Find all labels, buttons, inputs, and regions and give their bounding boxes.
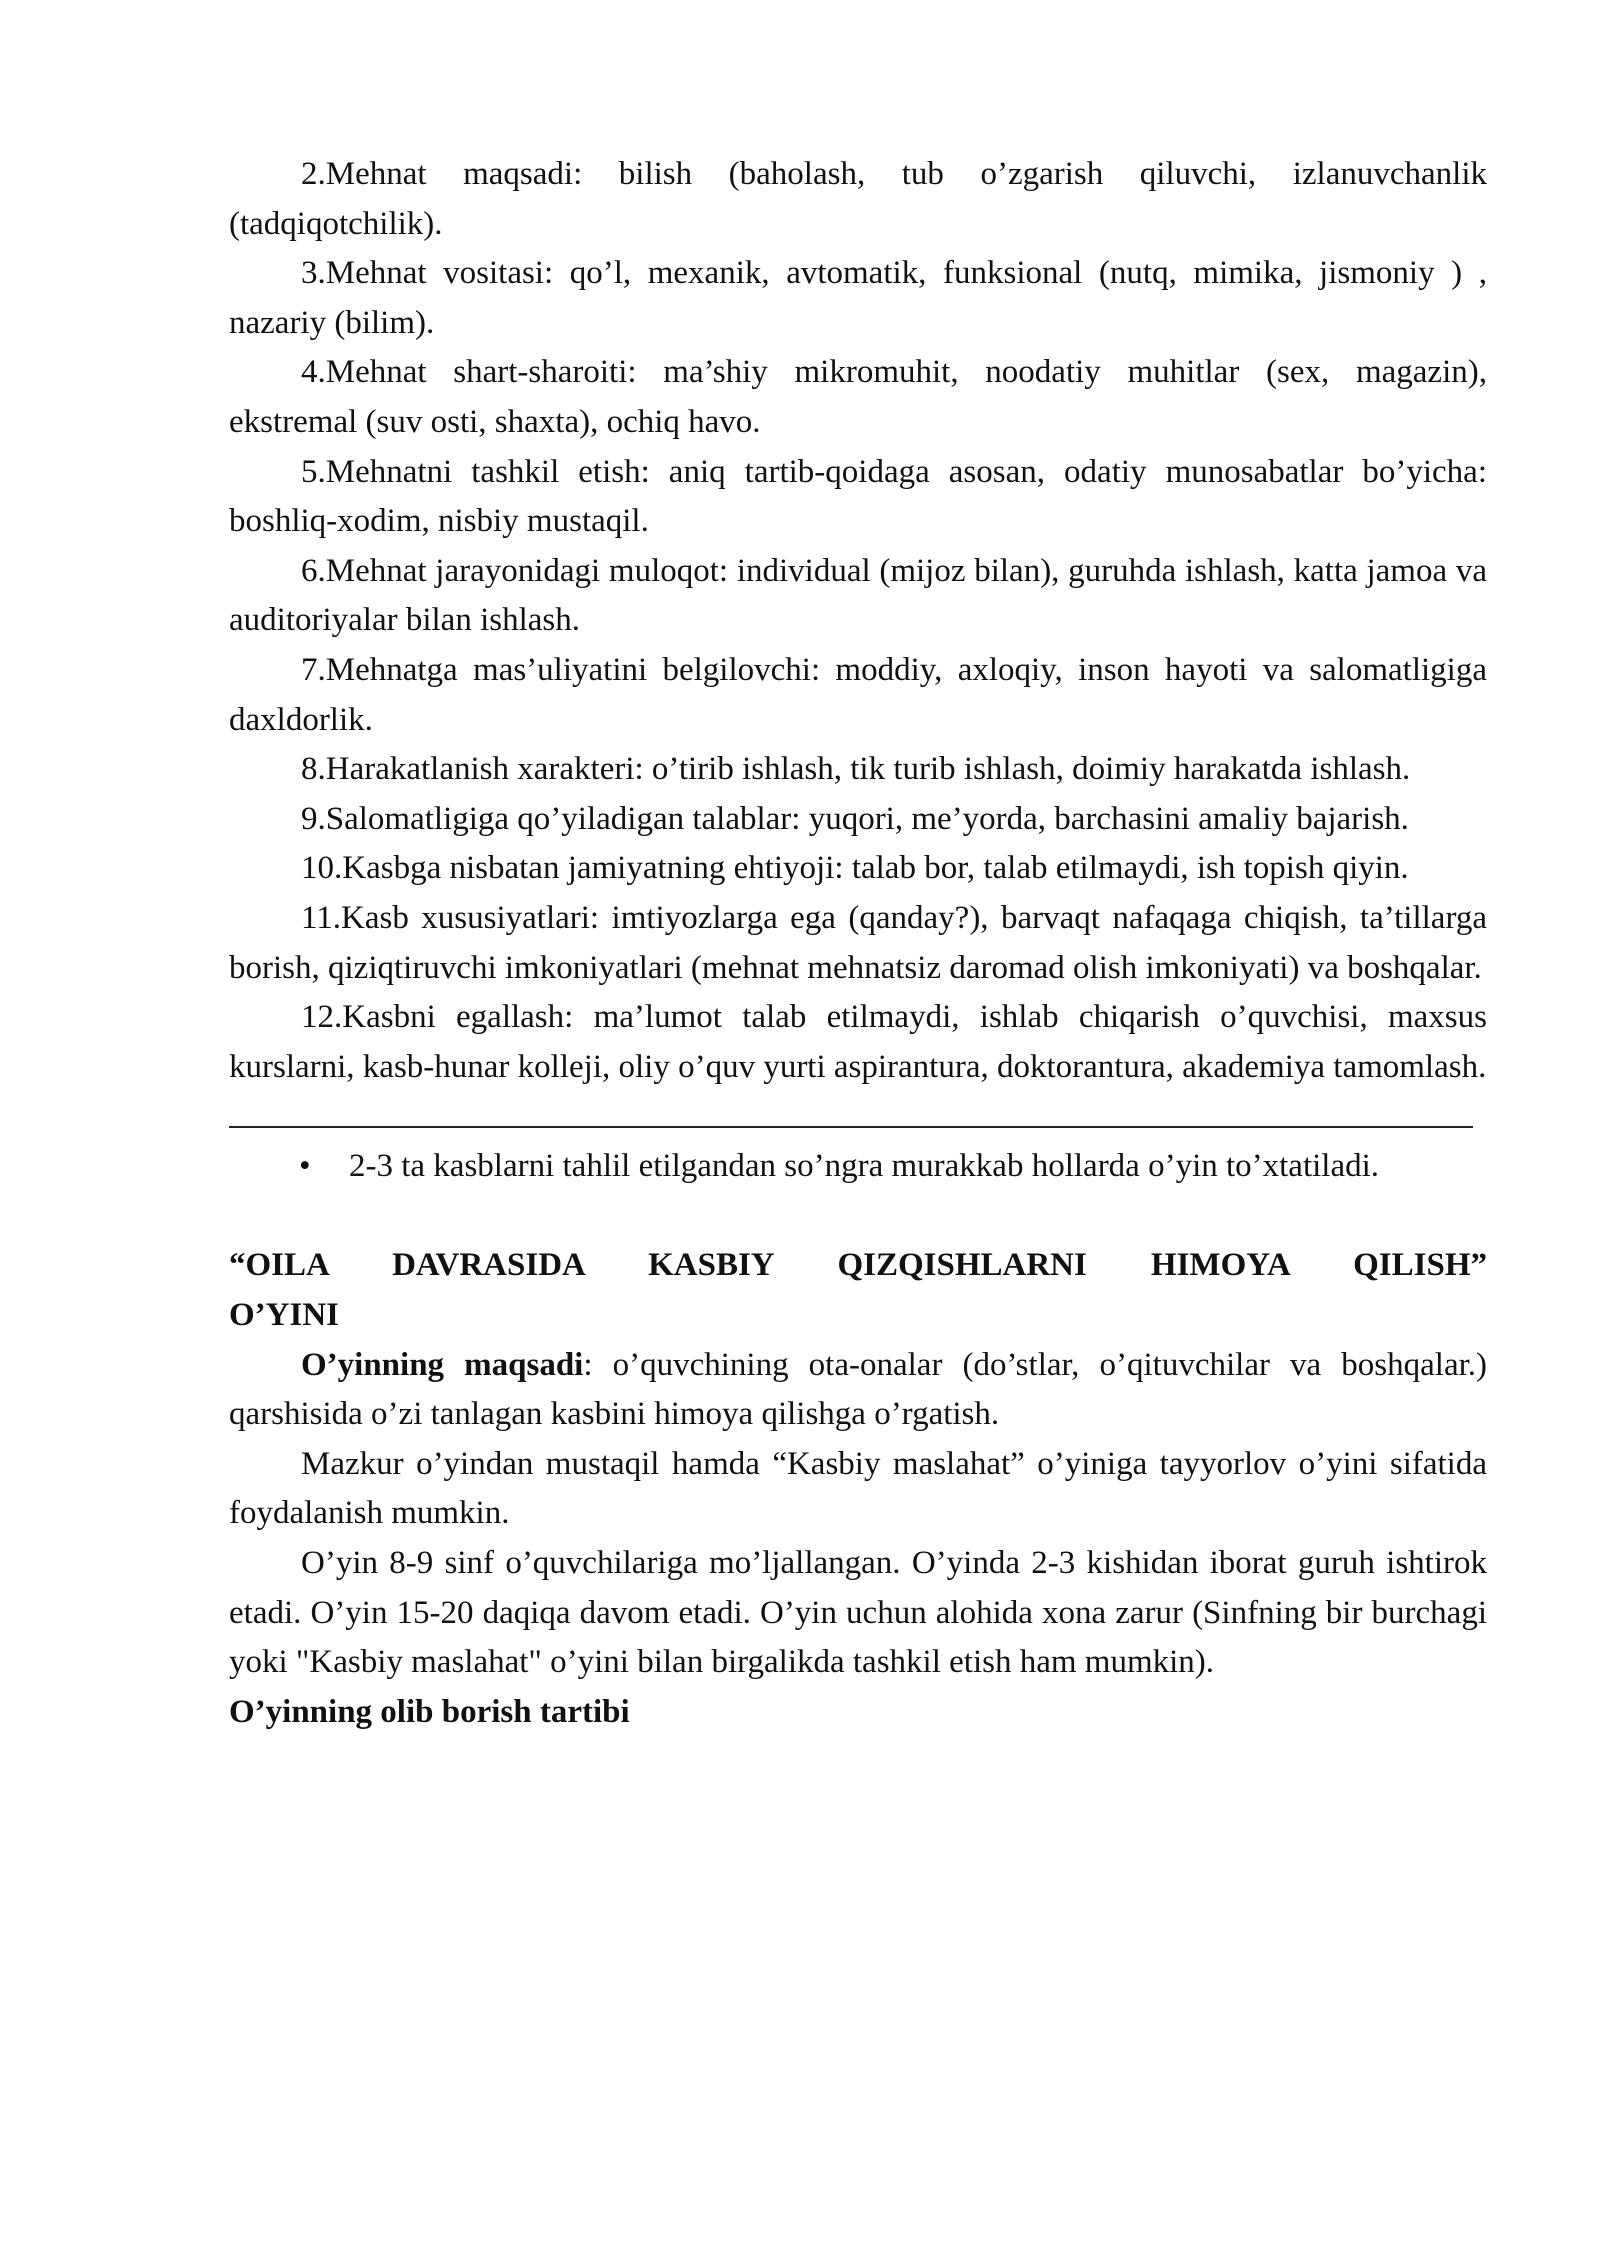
- document-page: [229, 150, 1487, 1737]
- horizontal-divider: [229, 1126, 1473, 1128]
- bullet-icon: •: [299, 1148, 311, 1185]
- game-title: [229, 1241, 1487, 1340]
- bullet-text: 2-3 ta kasblarni tahlil etilgandan so’ngra murakkab hollarda o’yin to’xtatiladi.: [349, 1148, 1380, 1185]
- characteristic-9: 9.Salomatligiga qo’yiladigan talablar: yuqori, me’yorda, barchasini amaliy bajarish.: [301, 800, 1409, 837]
- game-goal-text: : o’quvchining ota-onalar (do’stlar, o’qituvchilar va boshqalar.) qarshisida o’zi tanlagan kasbini himoya qilishga o’rgatish.: [229, 1346, 1488, 1433]
- characteristic-4: 4.Mehnat shart-sharoiti: ma’shiy mikromuhit, noodatiy muhitlar (sex, magazin), ekstremal (suv osti, shaxta), ochiq havo.: [229, 354, 1487, 440]
- characteristic-12: 12.Kasbni egallash: ma’lumot talab etilmaydi, ishlab chiqarish o’quvchisi, maxsus kurslarni, kasb-hunar kolleji, oliy o’quv yurti aspirantura, doktorantura, akademiya tamomlash.: [229, 999, 1487, 1085]
- procedure-heading: O’yinning olib borish tartibi: [229, 1693, 630, 1730]
- blank-line: [229, 1192, 1487, 1242]
- characteristic-3: 3.Mehnat vositasi: qo’l, mexanik, avtomatik, funksional (nutq, mimika, jismoniy ) , nazariy (bilim).: [229, 255, 1487, 341]
- game-details-paragraph: O’yin 8-9 sinf o’quvchilariga mo’ljallangan. O’yinda 2-3 kishidan iborat guruh ishtirok etadi. O’yin 15-20 daqiqa davom etadi. O’yin uchun alohida xona zarur (Sinfning bir burchagi yoki "Kasbiy maslahat" o’yini bilan birgalikda tashkil etish ham mumkin).: [229, 1545, 1487, 1681]
- characteristic-7: 7.Mehnatga mas’uliyatini belgilovchi: moddiy, axloqiy, inson hayoti va salomatligiga daxldorlik.: [229, 651, 1487, 738]
- characteristic-10: 10.Kasbga nisbatan jamiyatning ehtiyoji: talab bor, talab etilmaydi, ish topish qiyin.: [301, 850, 1409, 887]
- game-title-line-1: “OILA DAVRASIDA KASBIY QIZQISHLARNI HIMOYA QILISH”: [229, 1247, 1487, 1284]
- characteristic-11: 11.Kasb xususiyatlari: imtiyozlarga ega (qanday?), barvaqt nafaqaga chiqish, ta’tillarga borish, qiziqtiruvchi imkoniyatlari (mehnat mehnatsiz daromad olish imkoniyati) va boshqalar.: [229, 899, 1487, 986]
- bullet-item: [229, 1142, 1487, 1192]
- game-goal: [229, 1341, 1487, 1440]
- game-goal-label: O’yinning maqsadi: [301, 1346, 584, 1383]
- characteristic-6: 6.Mehnat jarayonidagi muloqot: individual (mijoz bilan), guruhda ishlash, katta jamoa va auditoriyalar bilan ishlash.: [229, 552, 1487, 639]
- characteristic-2: 2.Mehnat maqsadi: bilish (baholash, tub o’zgarish qiluvchi, izlanuvchanlik (tadqiqotchilik).: [229, 156, 1487, 242]
- characteristic-8: 8.Harakatlanish xarakteri: o’tirib ishlash, tik turib ishlash, doimiy harakatda ishlash.: [301, 751, 1411, 788]
- game-usage-paragraph: Mazkur o’yindan mustaqil hamda “Kasbiy maslahat” o’yiniga tayyorlov o’yini sifatida foydalanish mumkin.: [229, 1445, 1487, 1532]
- game-title-line-2: O’YINI: [229, 1297, 340, 1334]
- characteristic-5: 5.Mehnatni tashkil etish: aniq tartib-qoidaga asosan, odatiy munosabatlar bo’yicha: boshliq-xodim, nisbiy mustaqil.: [229, 453, 1487, 540]
